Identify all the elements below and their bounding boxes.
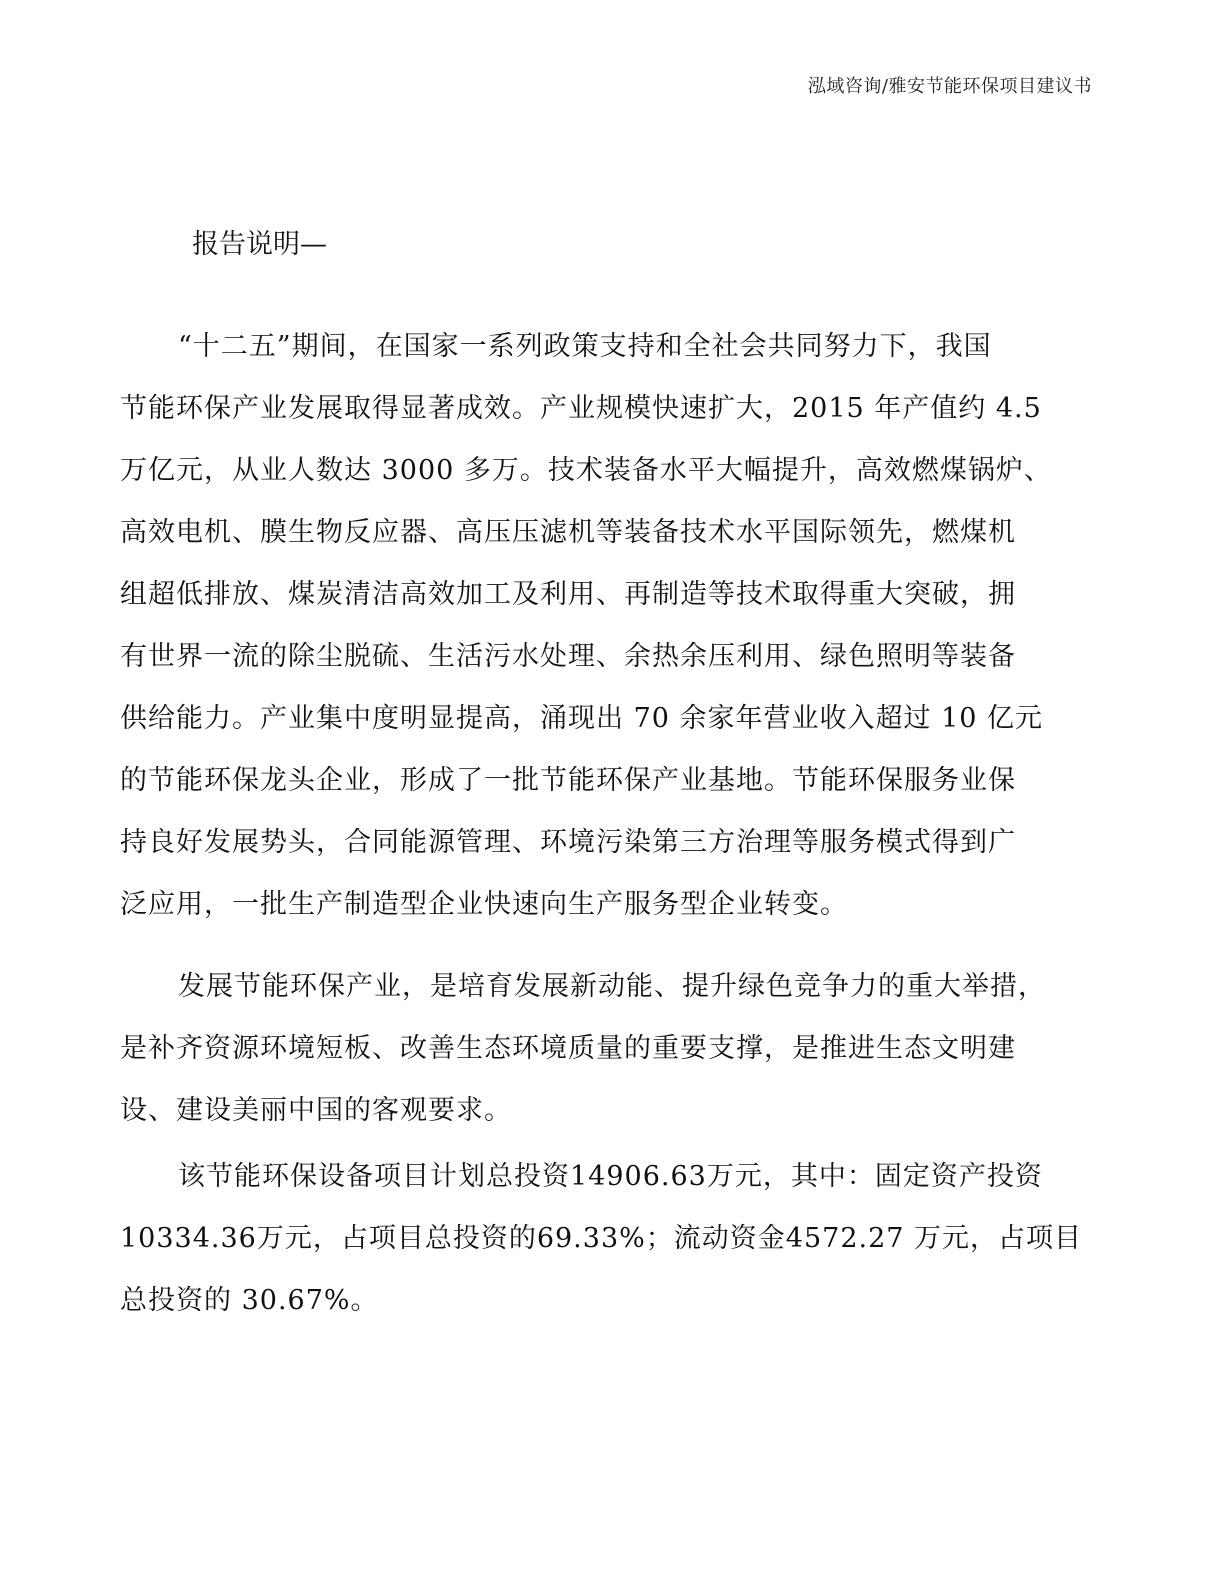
paragraph-line: 泛应用，一批生产制造型企业快速向生产服务型企业转变。 [120, 889, 848, 920]
paragraph-line: 10334.36万元，占项目总投资的69.33%；流动资金4572.27 万元，占项目 [120, 1223, 1083, 1254]
paragraph-line: 设、建设美丽中国的客观要求。 [120, 1095, 512, 1126]
section-title: 报告说明— [192, 229, 327, 260]
paragraph-line: 持良好发展势头，合同能源管理、环境污染第三方治理等服务模式得到广 [120, 827, 1016, 858]
paragraph-line: 有世界一流的除尘脱硫、生活污水处理、余热余压利用、绿色照明等装备 [120, 641, 1016, 672]
paragraph-line: 高效电机、膜生物反应器、高压压滤机等装备技术水平国际领先，燃煤机 [120, 517, 1016, 548]
paragraph-line: 发展节能环保产业，是培育发展新动能、提升绿色竞争力的重大举措， [178, 971, 1046, 1002]
paragraph-investment-summary [120, 1146, 1090, 1332]
paragraph-line: 节能环保产业发展取得显著成效。产业规模快速扩大，2015 年产值约 4.5 [120, 393, 1042, 424]
running-header: 泓域咨询/雅安节能环保项目建议书 [807, 76, 1092, 97]
paragraph-line: 该节能环保设备项目计划总投资14906.63万元，其中：固定资产投资 [178, 1161, 1043, 1192]
paragraph-line: “十二五”期间，在国家一系列政策支持和全社会共同努力下，我国 [178, 331, 992, 362]
paragraph-line: 总投资的 30.67%。 [120, 1285, 379, 1316]
paragraph-line: 的节能环保龙头企业，形成了一批节能环保产业基地。节能环保服务业保 [120, 765, 1016, 796]
paragraph-line: 组超低排放、煤炭清洁高效加工及利用、再制造等技术取得重大突破，拥 [120, 579, 1016, 610]
paragraph-industry-achievements [120, 316, 1090, 936]
paragraph-industry-significance [120, 956, 1090, 1142]
paragraph-line: 供给能力。产业集中度明显提高，涌现出 70 余家年营业收入超过 10 亿元 [120, 703, 1044, 734]
paragraph-line: 万亿元，从业人数达 3000 多万。技术装备水平大幅提升，高效燃煤锅炉、 [120, 455, 1052, 486]
paragraph-line: 是补齐资源环境短板、改善生态环境质量的重要支撑，是推进生态文明建 [120, 1033, 1016, 1064]
